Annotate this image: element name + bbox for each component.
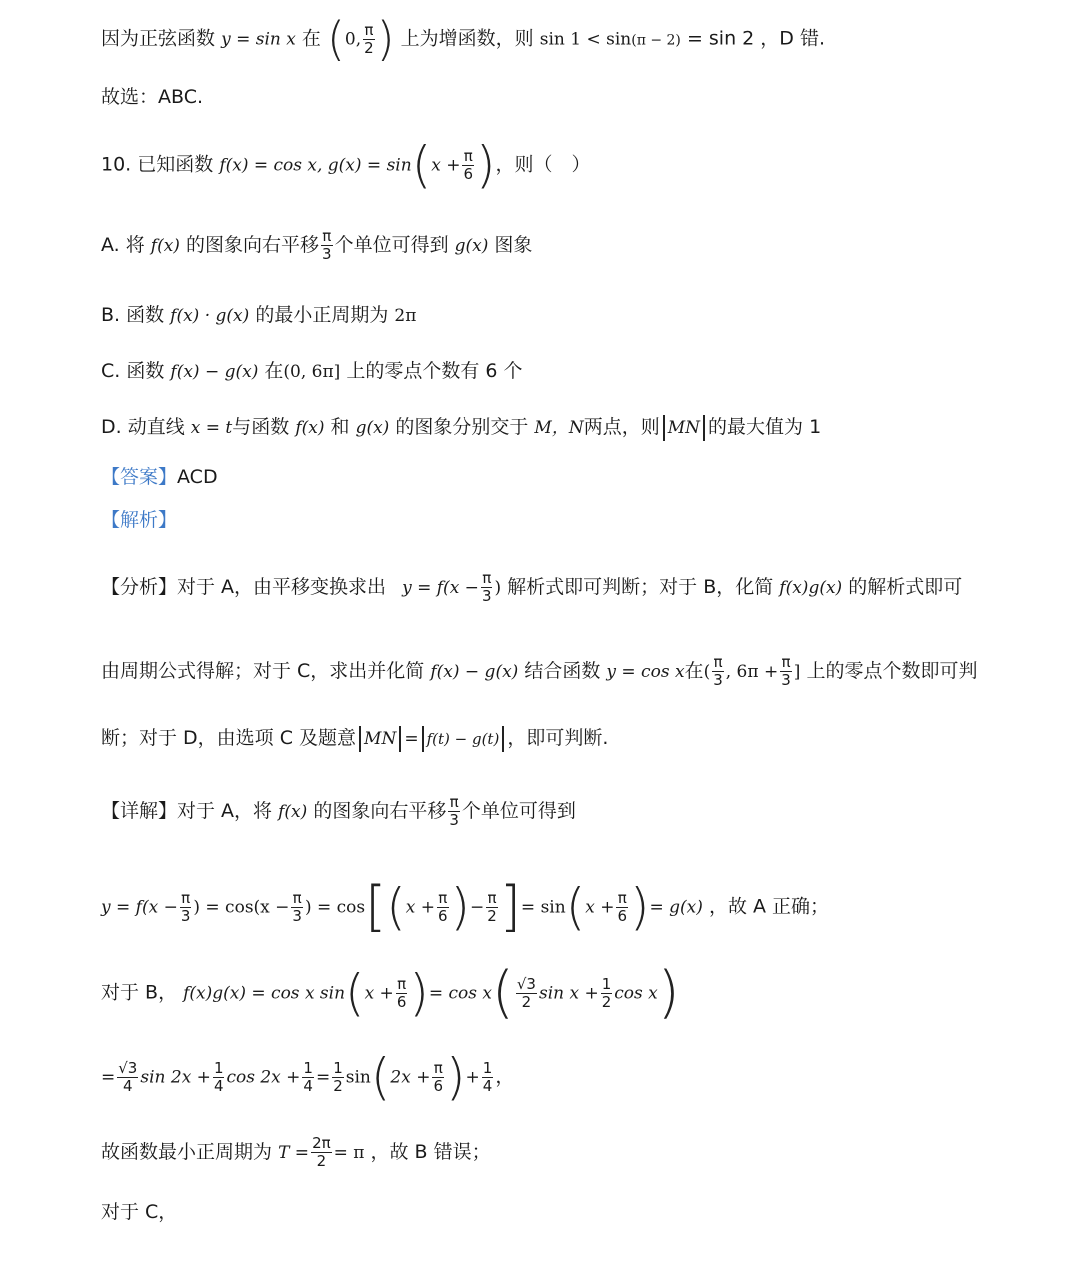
math: sin x + (538, 983, 599, 1004)
math: sin (345, 1067, 371, 1088)
denominator: 2 (521, 992, 532, 1011)
text: 的解析式即可 (848, 576, 963, 598)
text: 解析式即可判断；对于 B，化简 (507, 576, 774, 598)
math: f(x) − g(x) (430, 662, 519, 682)
math: y = f(x − (101, 897, 178, 918)
math: f(x) (295, 418, 325, 438)
left-paren: ( (370, 1048, 391, 1106)
numerator: 2π (312, 1134, 331, 1152)
abs-bar (422, 726, 424, 752)
answer-line (101, 464, 218, 490)
text: 对于 A，将 (177, 800, 273, 822)
left-paren: ( (345, 964, 365, 1022)
denominator: 3 (781, 671, 791, 689)
math: y = cos x (606, 662, 685, 682)
denominator: 2 (333, 1076, 343, 1095)
left-paren: ( (411, 136, 432, 194)
math: = (404, 729, 419, 749)
fraction (482, 1060, 494, 1095)
abs-bar (502, 726, 504, 752)
numerator: π (292, 888, 302, 907)
fraction (481, 570, 493, 605)
text: D. 动直线 (101, 416, 185, 438)
xiangjie-line-4 (101, 1048, 515, 1106)
abs-bar (703, 415, 705, 441)
fraction (332, 1060, 344, 1095)
denominator: 3 (292, 906, 302, 925)
math: x + (405, 897, 435, 918)
fenxi-line-3 (101, 725, 608, 752)
fraction (180, 890, 192, 925)
denominator: 6 (433, 1076, 444, 1095)
numerator: π (617, 888, 627, 907)
numerator: π (463, 146, 473, 165)
question-number: 10. 已知函数 (101, 153, 214, 176)
denominator: 4 (123, 1076, 133, 1095)
text: 上的零点个数即可判 (806, 660, 978, 682)
denominator: 2 (601, 992, 612, 1011)
math: x + (585, 897, 615, 918)
denominator: 6 (617, 906, 627, 925)
fraction (448, 794, 460, 829)
denominator: 3 (713, 671, 723, 689)
text: 图象 (494, 234, 533, 256)
denominator: 6 (396, 992, 407, 1011)
right-paren: ) (657, 960, 680, 1025)
math: sin 1 < sin (539, 29, 632, 50)
denominator: 3 (449, 811, 459, 829)
right-paren: ) (450, 878, 471, 936)
xiangjie-line-6 (101, 1199, 177, 1225)
numerator: π (364, 20, 374, 39)
text: 断；对于 D，由选项 C 及题意 (101, 727, 357, 749)
numerator: 1 (213, 1058, 224, 1077)
denominator: 2 (364, 38, 374, 57)
xiangjie-line-1 (101, 794, 576, 829)
xiangjie-tag: 【详解】 (101, 800, 178, 822)
math: x = t (190, 418, 233, 438)
option-c (101, 358, 523, 385)
text: 由周期公式得解；对于 C，求出并化简 (101, 660, 425, 682)
math: g(x) (454, 236, 489, 256)
fraction (396, 976, 408, 1011)
math: ) = cos(x − (193, 897, 290, 918)
text: 在 (301, 27, 321, 50)
numerator: π (781, 653, 791, 671)
right-paren: ) (409, 964, 429, 1022)
fraction (486, 890, 498, 925)
fraction (321, 228, 333, 263)
text: 和 (330, 416, 350, 438)
text: ，故 B 错误； (370, 1141, 491, 1163)
denominator: 3 (322, 245, 332, 263)
right-paren: ) (630, 878, 650, 936)
text: C. 函数 (101, 360, 165, 382)
numerator: π (322, 227, 332, 245)
math: = (315, 1067, 331, 1088)
text: 故选：ABC. (101, 86, 204, 108)
math: , 6π + (725, 662, 779, 682)
denominator: 4 (213, 1076, 224, 1095)
right-paren: ) (376, 12, 395, 66)
math: = (101, 1067, 116, 1088)
left-paren: ( (326, 12, 345, 66)
math: (0, 6π] (283, 362, 341, 382)
denominator: 2 (316, 1152, 327, 1170)
math: f(x) − g(x) (170, 362, 259, 382)
math: f(x)g(x) = cos x sin (183, 983, 346, 1004)
analysis-heading (101, 507, 177, 533)
math: 2x + (390, 1067, 431, 1088)
text: 个单位可得到 (334, 234, 449, 256)
numerator: 1 (303, 1058, 313, 1077)
numerator: π (181, 888, 191, 907)
text: 上的零点个数有 6 个 (346, 360, 523, 382)
math: = sin (520, 897, 566, 918)
fraction (432, 1060, 444, 1095)
math: g(x) (355, 418, 390, 438)
text: 对于 C， (101, 1201, 178, 1223)
text: 的图象向右平移 (313, 800, 447, 822)
fraction (311, 1135, 332, 1170)
denominator: 3 (180, 906, 191, 925)
text: 个单位可得到 (461, 800, 576, 822)
denominator: 3 (481, 587, 492, 605)
option-a (101, 228, 532, 263)
text: 对于 B， (101, 981, 178, 1004)
right-paren: ) (476, 136, 496, 194)
numerator: 1 (333, 1058, 343, 1077)
math: x + (431, 155, 461, 176)
math: cos x (614, 983, 658, 1004)
numerator: π (433, 1058, 443, 1077)
text: 两点，则 (583, 416, 660, 438)
fraction (117, 1060, 138, 1095)
fenxi-tag: 【分析】 (101, 576, 178, 598)
math: M，N (534, 418, 584, 438)
line-1 (101, 12, 826, 66)
fraction (213, 1060, 225, 1095)
math: y = f(x − (402, 578, 479, 598)
math: 0, (344, 29, 362, 50)
math: T = (278, 1143, 310, 1163)
answer-tag: 【答案】 (101, 466, 178, 488)
numerator: π (482, 569, 492, 587)
text: ，则（ ） (495, 153, 591, 176)
question-10 (101, 136, 591, 194)
math: + (465, 1067, 480, 1088)
math: MN (667, 418, 701, 438)
text: = sin 2 ，D 错. (686, 27, 826, 50)
math: cos 2x + (226, 1067, 301, 1088)
fraction (363, 22, 375, 57)
math: ) = cos (304, 897, 366, 918)
fenxi-line-2 (101, 654, 977, 689)
option-b (101, 302, 416, 329)
text: 因为正弦函数 (101, 27, 216, 50)
line-2 (101, 84, 203, 110)
fraction (601, 976, 613, 1011)
math: sin 2x + (140, 1067, 211, 1088)
math: − (470, 897, 485, 918)
abs-bar (399, 726, 401, 752)
fraction (437, 890, 449, 925)
xiangjie-line-2 (101, 875, 830, 938)
math: f(t) − g(t) (426, 730, 500, 748)
text: 故函数最小正周期为 (101, 1141, 273, 1163)
math: (π − 2) (631, 32, 681, 49)
denominator: 4 (482, 1076, 493, 1095)
math: f(x) · g(x) (170, 306, 250, 326)
numerator: √3 (118, 1058, 138, 1077)
text: 上为增函数，则 (400, 27, 534, 50)
numerator: π (487, 888, 497, 907)
denominator: 2 (487, 906, 497, 925)
math: f(x)g(x) (779, 578, 843, 598)
text: 的最大值为 1 (708, 416, 822, 438)
right-paren: ) (446, 1048, 466, 1106)
text: ，故 A 正确； (708, 895, 830, 918)
text: A. 将 (101, 234, 145, 256)
right-bracket: ] (499, 875, 521, 938)
left-paren: ( (386, 878, 406, 936)
math: y = sin x (221, 29, 296, 50)
analysis-tag: 【解析】 (101, 509, 178, 531)
text: 在 (264, 360, 284, 382)
text: 结合函数 (524, 660, 601, 682)
fraction (516, 976, 537, 1011)
math: MN (364, 729, 397, 749)
numerator: π (397, 974, 407, 993)
math: = cos x (428, 983, 492, 1004)
math: = g(x) (649, 897, 703, 918)
left-paren: ( (492, 960, 514, 1025)
numerator: π (449, 793, 459, 811)
math: f(x) = cos x, g(x) = sin (219, 155, 412, 176)
math: f(x) (150, 236, 180, 256)
fraction (291, 890, 303, 925)
xiangjie-line-5 (101, 1135, 491, 1170)
option-d (101, 414, 821, 441)
fraction (780, 654, 792, 689)
numerator: 1 (482, 1058, 493, 1077)
numerator: 1 (601, 974, 612, 993)
xiangjie-line-3 (101, 960, 680, 1025)
denominator: 6 (463, 164, 473, 183)
math: = π (333, 1143, 365, 1163)
math: 2π (394, 306, 417, 326)
left-paren: ( (565, 878, 586, 936)
fraction (462, 148, 474, 183)
abs-bar (663, 415, 665, 441)
text: 对于 A，由平移变换求出 (177, 576, 387, 598)
left-bracket: [ (365, 875, 387, 938)
math: x + (364, 983, 394, 1004)
math: ( (703, 662, 711, 682)
fraction (616, 890, 628, 925)
numerator: π (438, 888, 448, 907)
fenxi-line-1 (101, 570, 962, 605)
text: ， (495, 1065, 515, 1088)
fraction (302, 1060, 314, 1095)
text: ，即可判断. (507, 727, 609, 749)
text: B. 函数 (101, 304, 165, 326)
numerator: √3 (516, 974, 536, 993)
text: 的图象分别交于 (395, 416, 529, 438)
abs-bar (359, 726, 361, 752)
text: 的图象向右平移 (186, 234, 320, 256)
denominator: 4 (303, 1076, 313, 1095)
answer-value: ACD (177, 466, 218, 488)
text: 的最小正周期为 (255, 304, 389, 326)
numerator: π (713, 653, 723, 671)
denominator: 6 (437, 906, 448, 925)
text: 在 (684, 660, 704, 682)
math: ] (793, 662, 801, 682)
math: ) (494, 578, 502, 598)
fraction (712, 654, 724, 689)
math: f(x) (278, 802, 308, 822)
text: 与函数 (232, 416, 290, 438)
